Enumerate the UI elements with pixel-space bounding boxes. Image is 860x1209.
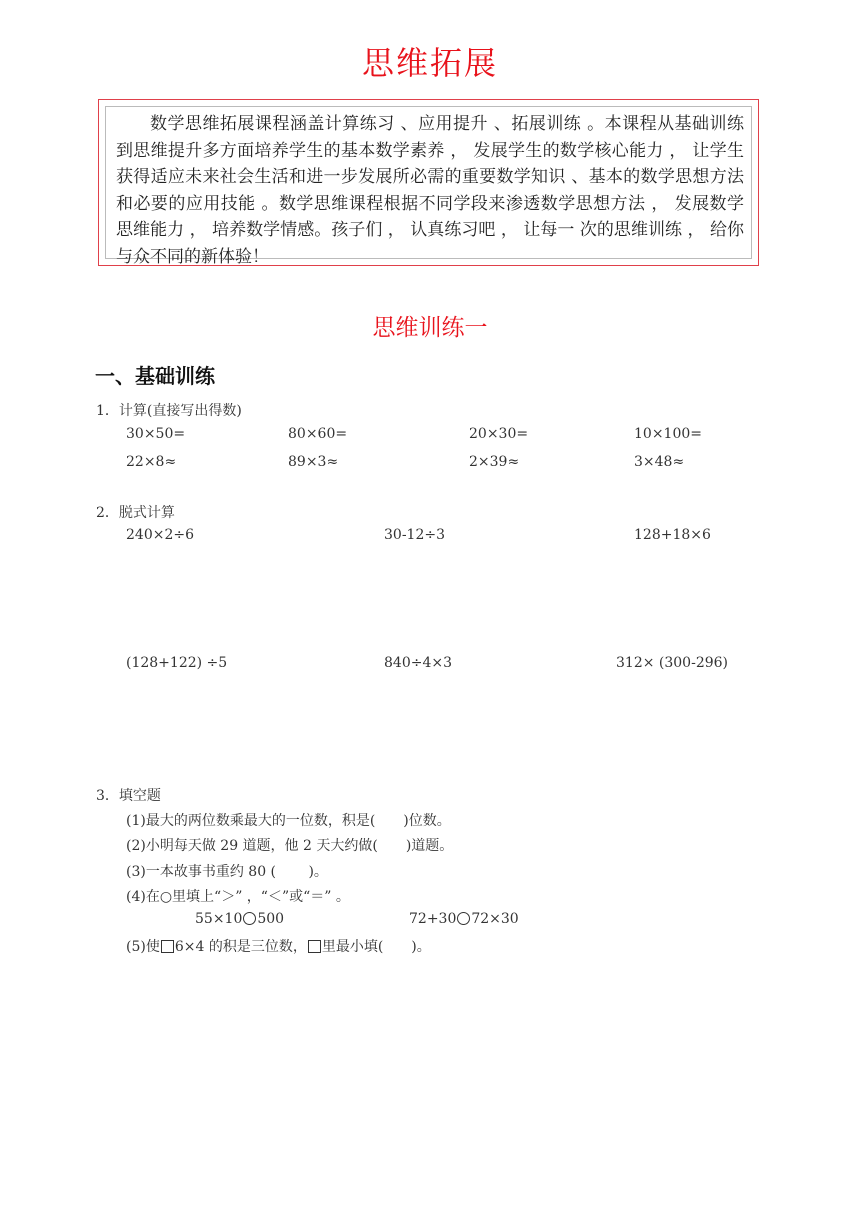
intro-box bbox=[98, 99, 759, 266]
q3-heading: 3．填空题 bbox=[96, 788, 161, 804]
q2-problem: 312× (300-296) bbox=[616, 655, 728, 671]
q1-problem: 80×60= bbox=[288, 426, 348, 442]
q1-problem: 3×48≈ bbox=[634, 454, 685, 470]
q2-heading: 2．脱式计算 bbox=[96, 505, 175, 521]
compare-right: 72×30 bbox=[471, 911, 519, 927]
page-title: 思维拓展 bbox=[361, 44, 498, 82]
item5-after: 里最小填( )。 bbox=[321, 939, 431, 955]
square-blank-icon bbox=[308, 940, 321, 953]
q2-problem: 840÷4×3 bbox=[384, 655, 452, 671]
q3-item: (4)在○里填上“＞” ，“＜”或“＝” 。 bbox=[126, 889, 350, 905]
q2-problem: (128+122) ÷5 bbox=[126, 655, 228, 671]
q2-problem: 128+18×6 bbox=[634, 527, 711, 543]
q3-item: (1)最大的两位数乘最大的一位数，积是( )位数。 bbox=[126, 813, 451, 829]
compare-right: 500 bbox=[257, 911, 285, 927]
q1-problem: 20×30= bbox=[469, 426, 529, 442]
q1-heading: 1．计算(直接写出得数) bbox=[96, 403, 242, 419]
q1-problem: 30×50= bbox=[126, 426, 186, 442]
q1-problem: 10×100= bbox=[634, 426, 702, 442]
circle-blank-icon bbox=[243, 912, 256, 925]
q1-problem: 89×3≈ bbox=[288, 454, 339, 470]
compare-expression bbox=[195, 911, 284, 927]
compare-left: 55×10 bbox=[195, 911, 243, 927]
q1-problem: 22×8≈ bbox=[126, 454, 177, 470]
q3-item bbox=[126, 936, 431, 956]
section-heading: 一、基础训练 bbox=[95, 364, 215, 388]
q2-problem: 30-12÷3 bbox=[384, 527, 445, 543]
exercise-title: 思维训练一 bbox=[372, 315, 488, 341]
item5-mid: 6×4 的积是三位数， bbox=[174, 939, 307, 955]
compare-left: 72+30 bbox=[409, 911, 457, 927]
compare-expression bbox=[409, 911, 519, 927]
intro-inner-frame bbox=[105, 106, 752, 267]
q3-item: (2)小明每天做 29 道题，他 2 天大约做( )道题。 bbox=[126, 838, 454, 854]
intro-paragraph: 数学思维拓展课程涵盖计算练习 、应用提升 、拓展训练 。本课程从基础训练到思维提升多方面培养学生的基本数学素养 ， 发展学生的数学核心能力 ， 让学生获得适应未来社会生活和进一步发展所必需的重要数学知识 、基本的数学思想方法和必要的应用技能 。数学思维课程根据不同学段来渗透数学思想方法 ， 发展数学思维能力 ， 培养数学情感。孩子们 ， 认真练习吧 ， 让每一 次的思维训练 ， 给你与众不同的新体验！ bbox=[116, 114, 744, 267]
circle-blank-icon bbox=[457, 912, 470, 925]
q3-item: (3)一本故事书重约 80 ( )。 bbox=[126, 864, 328, 880]
q2-problem: 240×2÷6 bbox=[126, 527, 194, 543]
square-blank-icon bbox=[161, 940, 174, 953]
item5-before: (5)使 bbox=[126, 939, 160, 955]
q1-problem: 2×39≈ bbox=[469, 454, 520, 470]
